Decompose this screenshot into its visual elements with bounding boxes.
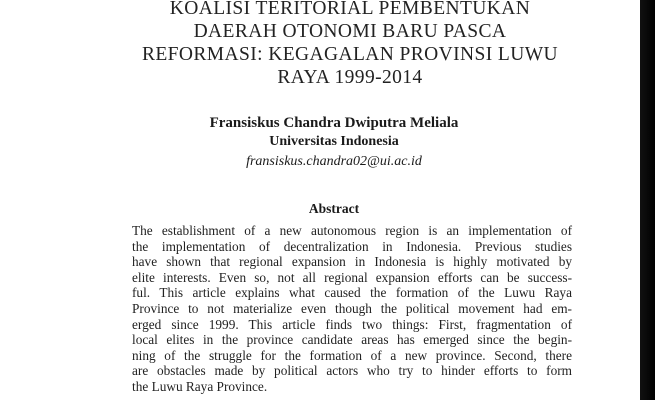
abstract-body (132, 223, 572, 395)
page-edge-shadow (640, 0, 655, 400)
abstract-line: the implementation of decentralization in Indonesia. Previous studies (132, 238, 572, 254)
abstract-line: ning of the struggle for the formation of a new province. Second, there (132, 347, 572, 363)
title-line: RAYA 1999-2014 (277, 67, 423, 88)
author-block (0, 113, 640, 173)
title-line: KOALISI TERITORIAL PEMBENTUKAN (169, 0, 531, 19)
title-line: REFORMASI: KEGAGALAN PROVINSI LUWU (141, 44, 559, 65)
abstract-line: the Luwu Raya Province. (132, 378, 268, 394)
abstract-line: have shown that regional expansion in Indonesia is highly motivated by (132, 254, 572, 270)
author-name: Fransiskus Chandra Dwiputra Meliala (209, 115, 459, 131)
paper-title (0, 0, 640, 89)
abstract-line: Province to not materialize even though the political movement had em- (132, 300, 572, 316)
author-email: fransiskus.chandra02@ui.ac.id (246, 154, 422, 169)
abstract-line: local elites in the province candidate areas has emerged since the begin- (132, 332, 572, 348)
abstract-line: ful. This article explains what caused the formation of the Luwu Raya (132, 285, 572, 301)
abstract-line: are obstacles made by political actors who try to hinder efforts to form (132, 363, 572, 379)
abstract-heading: Abstract (308, 201, 360, 216)
author-affiliation: Universitas Indonesia (269, 134, 399, 149)
abstract-line: elite interests. Even so, not all regional expansion efforts can be success- (132, 269, 572, 285)
title-line: DAERAH OTONOMI BARU PASCA (193, 21, 507, 42)
abstract-line: erged since 1999. This article finds two things: First, fragmentation of (132, 316, 572, 332)
abstract-line: The establishment of a new autonomous region is an implementation of (132, 223, 572, 238)
